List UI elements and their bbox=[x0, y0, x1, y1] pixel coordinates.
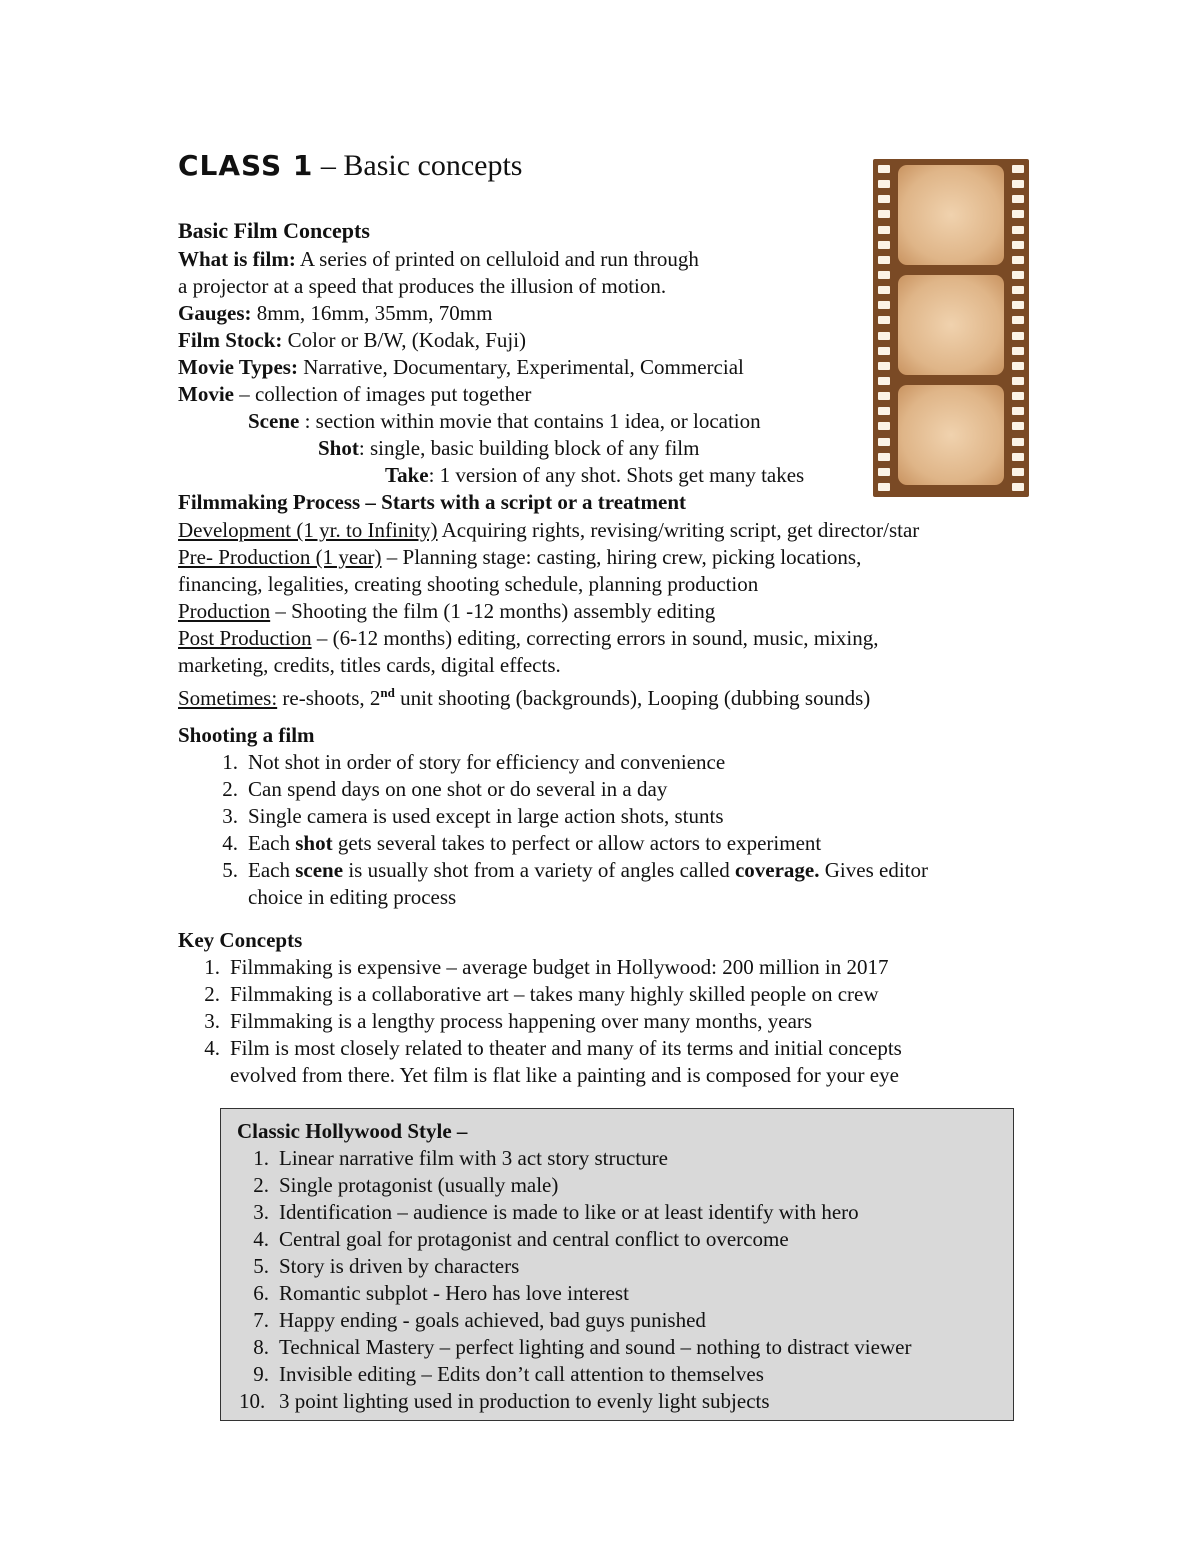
scene-line bbox=[248, 408, 761, 435]
development-label: Development (1 yr. to Infinity) bbox=[178, 518, 438, 542]
list-item: 4. Central goal for protagonist and central conflict to overcome bbox=[253, 1227, 789, 1251]
list-item: 5. Each scene is usually shot from a variety of angles called coverage. Gives editor choice in editing process bbox=[222, 858, 928, 909]
list-item: 3. Identification – audience is made to like or at least identify with hero bbox=[253, 1200, 859, 1224]
take-text: : 1 version of any shot. Shots get many takes bbox=[428, 463, 805, 487]
pre-production-label: Pre- Production (1 year) bbox=[178, 545, 382, 569]
what-is-film-line-2: a projector at a speed that produces the illusion of motion. bbox=[178, 274, 667, 298]
key-concepts-heading: Key Concepts bbox=[178, 928, 303, 952]
shooting-heading: Shooting a film bbox=[178, 723, 315, 747]
movie-label: Movie bbox=[178, 382, 234, 406]
shooting-list bbox=[222, 749, 928, 911]
movie-types-line bbox=[178, 354, 744, 381]
shot-line bbox=[318, 435, 699, 462]
production-line bbox=[178, 598, 715, 625]
what-is-film-label: What is film: bbox=[178, 247, 296, 271]
key-concepts-list bbox=[204, 954, 902, 1089]
shot-text: : single, basic building block of any film bbox=[358, 436, 700, 460]
shot-label: Shot bbox=[318, 436, 359, 460]
list-item: 6. Romantic subplot - Hero has love interest bbox=[253, 1281, 629, 1305]
list-item: 5. Story is driven by characters bbox=[253, 1254, 520, 1278]
development-text: Acquiring rights, revising/writing script, get director/star bbox=[437, 518, 920, 542]
film-sprocket-holes-left bbox=[878, 165, 890, 491]
list-item: 2. Single protagonist (usually male) bbox=[253, 1173, 559, 1197]
pre-production-line bbox=[178, 544, 861, 571]
production-label: Production bbox=[178, 599, 271, 623]
list-item: 2. Can spend days on one shot or do several in a day bbox=[222, 777, 668, 801]
movie-types-text: Narrative, Documentary, Experimental, Commercial bbox=[297, 355, 744, 379]
pre-production-line-2: financing, legalities, creating shooting schedule, planning production bbox=[178, 572, 759, 596]
film-strip-image bbox=[873, 159, 1029, 497]
list-item: 1. Linear narrative film with 3 act story structure bbox=[253, 1146, 668, 1170]
list-item: 1. Not shot in order of story for efficiency and convenience bbox=[222, 750, 726, 774]
take-label: Take bbox=[385, 463, 429, 487]
film-stock-label: Film Stock: bbox=[178, 328, 283, 352]
scene-text: : section within movie that contains 1 idea, or location bbox=[299, 409, 761, 433]
scene-label: Scene bbox=[248, 409, 300, 433]
movie-types-label: Movie Types: bbox=[178, 355, 298, 379]
hollywood-heading: Classic Hollywood Style – bbox=[237, 1119, 468, 1143]
gauges-line bbox=[178, 300, 492, 327]
gauges-text: 8mm, 16mm, 35mm, 70mm bbox=[251, 301, 493, 325]
film-stock-text: Color or B/W, (Kodak, Fuji) bbox=[282, 328, 527, 352]
post-production-label: Post Production bbox=[178, 626, 312, 650]
hollywood-list bbox=[239, 1145, 912, 1415]
ordinal-superscript: nd bbox=[380, 685, 395, 700]
list-item: 9. Invisible editing – Edits don’t call attention to themselves bbox=[253, 1362, 764, 1386]
list-item: 4. Each shot gets several takes to perfect or allow actors to experiment bbox=[222, 831, 822, 855]
sometimes-line bbox=[178, 679, 870, 712]
development-line bbox=[178, 517, 919, 544]
sometimes-text-a: re-shoots, 2 bbox=[277, 686, 381, 710]
post-production-line bbox=[178, 625, 879, 652]
sometimes-label: Sometimes: bbox=[178, 686, 278, 710]
page-title bbox=[178, 148, 522, 184]
list-item: 1. Filmmaking is expensive – average budget in Hollywood: 200 million in 2017 bbox=[204, 955, 889, 979]
post-production-line-2: marketing, credits, titles cards, digital effects. bbox=[178, 653, 561, 677]
list-item: 8. Technical Mastery – perfect lighting and sound – nothing to distract viewer bbox=[253, 1335, 912, 1359]
sometimes-text-b: unit shooting (backgrounds), Looping (dubbing sounds) bbox=[394, 686, 871, 710]
movie-line bbox=[178, 381, 531, 408]
film-frame bbox=[898, 165, 1004, 265]
list-item: 3. Filmmaking is a lengthy process happening over many months, years bbox=[204, 1009, 813, 1033]
list-item: 3. Single camera is used except in large action shots, stunts bbox=[222, 804, 724, 828]
production-text: – Shooting the film (1 -12 months) assembly editing bbox=[270, 599, 716, 623]
post-production-text: – (6-12 months) editing, correcting errors in sound, music, mixing, bbox=[311, 626, 879, 650]
gauges-label: Gauges: bbox=[178, 301, 252, 325]
pre-production-text: – Planning stage: casting, hiring crew, picking locations, bbox=[381, 545, 862, 569]
what-is-film-text: A series of printed on celluloid and run through bbox=[295, 247, 699, 271]
film-frame bbox=[898, 385, 1004, 485]
what-is-film-line bbox=[178, 246, 699, 273]
list-item: 2. Filmmaking is a collaborative art – takes many highly skilled people on crew bbox=[204, 982, 879, 1006]
basic-film-heading: Basic Film Concepts bbox=[178, 218, 370, 243]
list-item: 4. Film is most closely related to theater and many of its terms and initial concepts evolved from there. Yet film is flat like a painting and is composed for your eye bbox=[204, 1036, 902, 1087]
class-label: CLASS 1 bbox=[178, 149, 314, 182]
film-stock-line bbox=[178, 327, 526, 354]
list-item: 10. 3 point lighting used in production to evenly light subjects bbox=[239, 1389, 770, 1413]
class-subtitle: – Basic concepts bbox=[320, 149, 523, 182]
film-frame bbox=[898, 275, 1004, 375]
movie-text: – collection of images put together bbox=[233, 382, 532, 406]
take-line bbox=[385, 462, 804, 489]
process-heading: Filmmaking Process – Starts with a script or a treatment bbox=[178, 490, 687, 514]
film-sprocket-holes-right bbox=[1012, 165, 1024, 491]
list-item: 7. Happy ending - goals achieved, bad guys punished bbox=[253, 1308, 706, 1332]
classic-hollywood-box bbox=[220, 1108, 1014, 1421]
